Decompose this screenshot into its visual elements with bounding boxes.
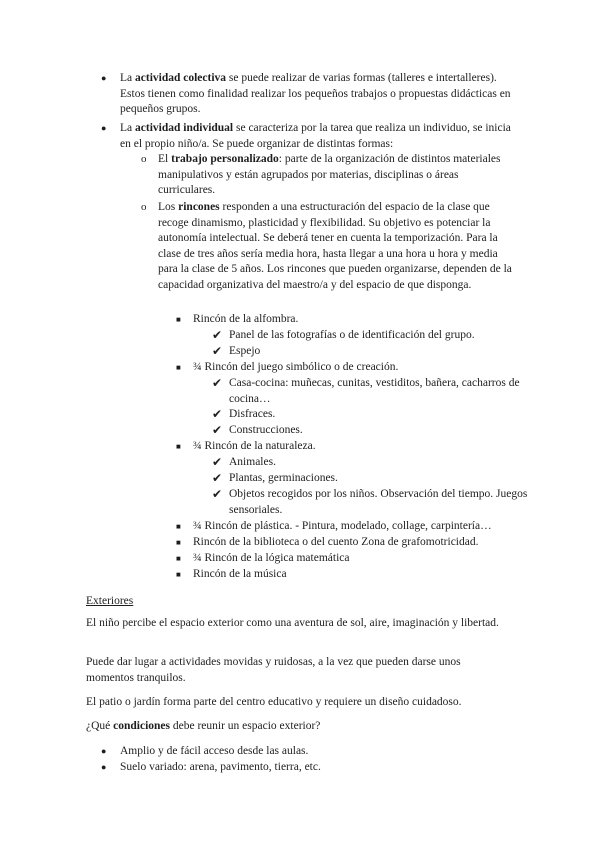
list-item: ● La actividad individual se caracteriza por la tarea que realiza un individuo, se inicia en el propio niño/a. Se puede organizar de distintas formas:	[101, 122, 511, 150]
rincon-item: ■ ¾ Rincón de la lógica matemática	[193, 551, 523, 567]
checkmark-icon: ✔	[212, 344, 223, 358]
term-bold: actividad individual	[135, 122, 234, 134]
checkmark-icon: ✔	[212, 407, 223, 421]
rincon-item: ■ Rincón de la música	[193, 567, 523, 583]
bullet-square-icon: ■	[176, 315, 181, 324]
check-item: ✔ Plantas, germinaciones.	[212, 471, 338, 485]
paragraph: Puede dar lugar a actividades movidas y ruidosas, a la vez que pueden darse unos momentos tranquilos.	[86, 656, 461, 684]
bullet-square-icon: ■	[176, 522, 181, 531]
checkmark-icon: ✔	[212, 487, 223, 501]
rincon-item: ■ ¾ Rincón de plástica. - Pintura, modelado, collage, carpintería…	[193, 519, 523, 535]
bullet-square-icon: ■	[176, 538, 181, 547]
bullet-dot-icon: ●	[101, 762, 107, 772]
term-bold: trabajo personalizado	[171, 153, 279, 165]
check-item: ✔ Construcciones.	[212, 423, 303, 437]
sublist-item: o Los rincones responden a una estructuración del espacio de la clase que recoge dinamismo, plasticidad y flexibilidad. Su objetivo es potenciar la autonomía intelectual. Se deberá tener en cuenta la temporización. Para la clase de tres años sería media hora, hasta llegar a una hora u hora y media para la clase de 5 años. Los rincones que pueden organizarse, dependen de la capacidad organizativa del maestro/a y del espacio de que disponga.	[141, 201, 512, 291]
term-bold: actividad colectiva	[135, 72, 227, 84]
bullet-circle-icon: o	[141, 201, 147, 213]
rincon-item: ■ ¾ Rincón de la naturaleza.	[193, 439, 523, 455]
checkmark-icon: ✔	[212, 376, 223, 390]
check-item: ✔ Objetos recogidos por los niños. Observación del tiempo. Juegos sensoriales.	[212, 487, 528, 516]
bullet-square-icon: ■	[176, 554, 181, 563]
bullet-dot-icon: ●	[101, 746, 107, 756]
list-item: ● Amplio y de fácil acceso desde las aulas.	[120, 744, 520, 760]
bullet-circle-icon: o	[141, 153, 147, 165]
checkmark-icon: ✔	[212, 455, 223, 469]
checkmark-icon: ✔	[212, 328, 223, 342]
paragraph: El patio o jardín forma parte del centro educativo y requiere un diseño cuidadoso.	[86, 696, 462, 708]
check-item: ✔ Casa-cocina: muñecas, cunitas, vestiditos, bañera, cacharros de cocina…	[212, 376, 520, 405]
checkmark-icon: ✔	[212, 471, 223, 485]
question-paragraph: ¿Qué condiciones debe reunir un espacio exterior?	[86, 720, 321, 732]
bullet-square-icon: ■	[176, 570, 181, 579]
check-item: ✔ Animales.	[212, 455, 276, 469]
bullet-square-icon: ■	[176, 363, 181, 372]
list-item: ● La actividad colectiva se puede realizar de varias formas (talleres e intertalleres). Estos tienen como finalidad realizar los pequeños trabajos o propuestas didácticas en pequeños grupos.	[101, 72, 511, 116]
term-bold: rincones	[178, 201, 220, 213]
checkmark-icon: ✔	[212, 423, 223, 437]
section-heading: Exteriores	[86, 595, 134, 607]
paragraph: El niño percibe el espacio exterior como una aventura de sol, aire, imaginación y libertad.	[86, 617, 499, 629]
term-bold: condiciones	[113, 720, 171, 732]
list-item: ● Suelo variado: arena, pavimento, tierra, etc.	[120, 760, 520, 776]
sublist-item: o El trabajo personalizado: parte de la organización de distintos materiales manipulativos y están agrupados por materias, disciplinas o áreas curriculares.	[141, 153, 501, 197]
bullet-dot-icon: ●	[101, 73, 107, 83]
rincon-item: ■ Rincón de la alfombra.	[193, 312, 523, 328]
check-item: ✔ Espejo	[212, 344, 261, 358]
bullet-square-icon: ■	[176, 442, 181, 451]
check-item: ✔ Panel de las fotografías o de identificación del grupo.	[212, 328, 475, 342]
rincon-item: ■ Rincón de la biblioteca o del cuento Zona de grafomotricidad.	[193, 535, 523, 551]
check-item: ✔ Disfraces.	[212, 407, 276, 421]
rincon-item: ■ ¾ Rincón del juego simbólico o de creación.	[193, 360, 523, 376]
bullet-dot-icon: ●	[101, 123, 107, 133]
